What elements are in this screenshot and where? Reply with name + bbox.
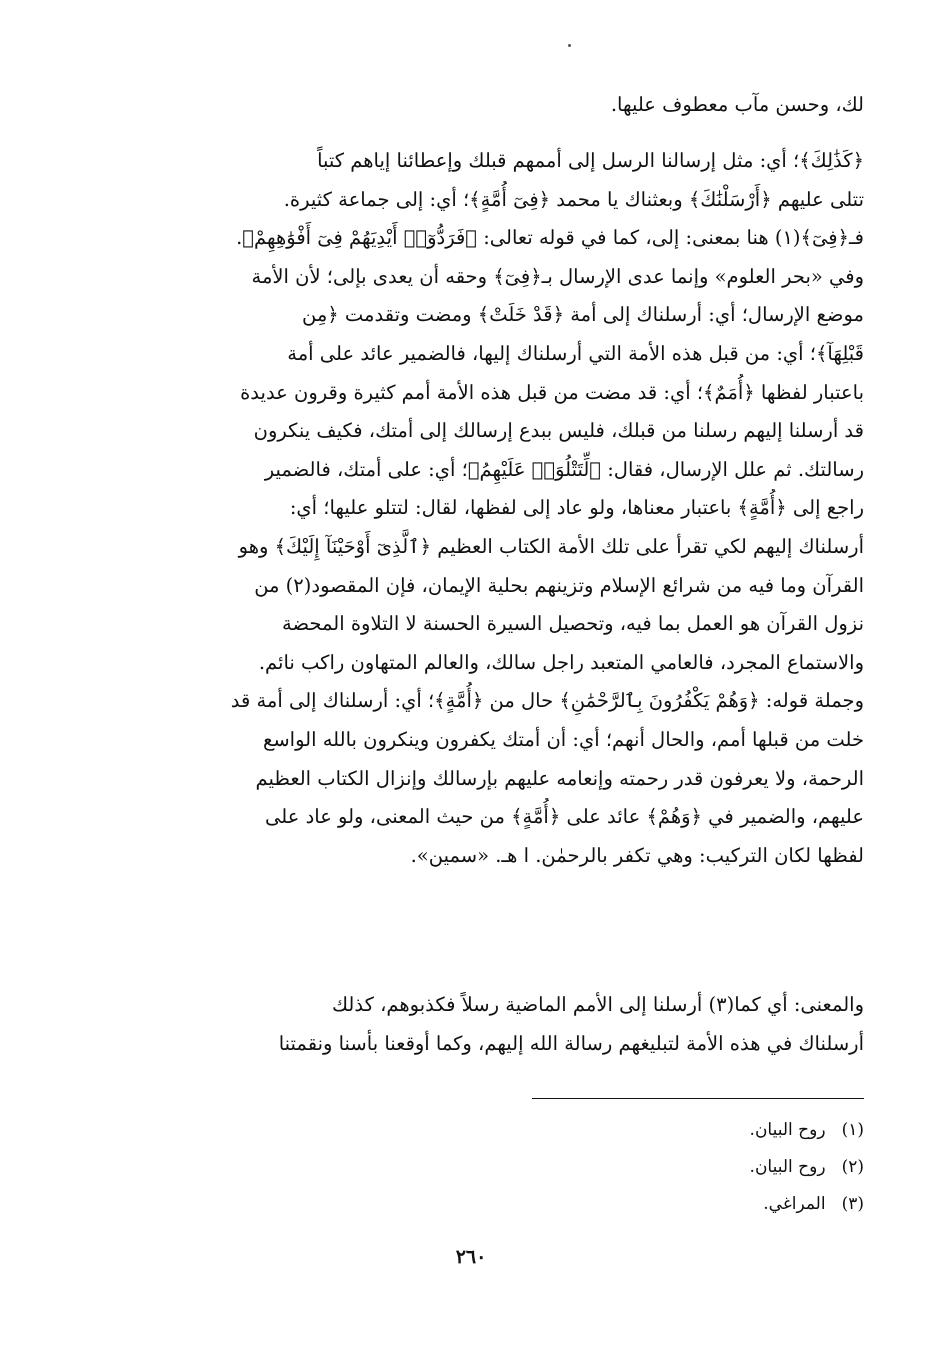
- text-line: أرسلناك إليهم لكي تقرأ على تلك الأمة الكتاب العظيم ﴿ٱلَّذِىٓ أَوْحَيْنَآ إِلَيْكَ﴾ وهو: [238, 534, 864, 558]
- text-line: تتلى عليهم ﴿أَرْسَلْنَٰكَ﴾ وبعثناك يا محمد ﴿فِىٓ أُمَّةٍ﴾؛ أي: إلى جماعة كثيرة.: [283, 187, 864, 211]
- footnote-text: المراغي.: [763, 1194, 826, 1214]
- text-line: نزول القرآن هو العمل بما فيه، وتحصيل السيرة الحسنة لا التلاوة المحضة: [282, 612, 864, 636]
- text-line: خلت من قبلها أمم، والحال أنهم؛ أي: أن أمتك يكفرون وينكرون بالله الواسع: [262, 727, 864, 751]
- text-line: قد أرسلنا إليهم رسلنا من قبلك، فليس ببدع إرسالك إلى أمتك، فكيف ينكرون: [253, 419, 864, 443]
- paragraph-commentary: [80, 142, 864, 875]
- footnote: [500, 1112, 864, 1149]
- text-line: موضع الإرسال؛ أي: أرسلناك إلى أمة ﴿قَدْ خَلَتْ﴾ ومضت وتقدمت ﴿مِن: [302, 303, 864, 327]
- page-number: ٢٦٠: [455, 1246, 487, 1268]
- footnote: [500, 1186, 864, 1223]
- text-line: راجع إلى ﴿أُمَّةٍ﴾ باعتبار معناها، ولو عاد إلى لفظها، لقال: لتتلو عليها؛ أي:: [289, 496, 864, 520]
- text-line: ﴿كَذَٰلِكَ﴾؛ أي: مثل إرسالنا الرسل إلى أممهم قبلك وإعطائنا إياهم كتباً: [317, 149, 864, 172]
- text-line: لك، وحسن مآب معطوف عليها.: [610, 93, 864, 116]
- text-line: القرآن وما فيه من شرائع الإسلام وتزينهم بحلية الإيمان، فإن المقصود(٢) من: [254, 573, 864, 597]
- text-line: لفظها لكان التركيب: وهي تكفر بالرحمٰن. ا هـ. «سمين».: [410, 843, 864, 867]
- text-line: أرسلناك في هذه الأمة لتبليغهم رسالة الله إليهم، وكما أوقعنا بأسنا ونقمتنا: [278, 1031, 864, 1055]
- paragraph-continuation: [80, 86, 864, 125]
- footnote-text: روح البيان.: [749, 1120, 826, 1140]
- text-line: عليهم، والضمير في ﴿وَهُمْ﴾ عائد على ﴿أُمَّةٍ﴾ من حيث المعنى، ولو عاد على: [265, 805, 864, 829]
- footnote-text: روح البيان.: [749, 1157, 826, 1177]
- text-line: فـ﴿فِىٓ﴾(١) هنا بمعنى: إلى، كما في قوله تعالى: ﴿فَرَدُّوٓا۟ أَيْدِيَهُمْ فِىٓ أَفْوَٰهِهِمْ﴾.: [236, 226, 864, 250]
- footnote: [500, 1149, 864, 1186]
- text-line: باعتبار لفظها ﴿أُمَمٌ﴾؛ أي: قد مضت من قبل هذه الأمة أمم كثيرة وقرون عديدة: [240, 380, 864, 404]
- text-line: وجملة قوله: ﴿وَهُمْ يَكْفُرُونَ بِٱلرَّحْمَٰنِ﴾ حال من ﴿أُمَّةٍ﴾؛ أي: أرسلناك إلى أمة قد: [230, 689, 864, 713]
- text-line: والمعنى: أي كما(٣) أرسلنا إلى الأمم الماضية رسلاً فكذبوهم، كذلك: [331, 993, 864, 1016]
- footnote-number: (٢): [841, 1157, 864, 1177]
- footnote-divider: [532, 1098, 864, 1099]
- text-line: الرحمة، ولا يعرفون قدر رحمته وإنعامه عليهم بإرسالك وإنزال الكتاب العظيم: [255, 766, 864, 790]
- scan-speck: [568, 44, 571, 47]
- text-line: والاستماع المجرد، فالعامي المتعبد راجل سالك، والعالم المتهاون راكب نائم.: [258, 650, 864, 674]
- text-line: وفي «بحر العلوم» وإنما عدى الإرسال بـ﴿فِىٓ﴾ وحقه أن يعدى بإلى؛ لأن الأمة: [251, 264, 864, 288]
- footnotes: [500, 1112, 864, 1223]
- text-line: قَبْلِهَآ﴾؛ أي: من قبل هذه الأمة التي أرسلناك إليها، فالضمير عائد على أمة: [287, 341, 864, 365]
- paragraph-meaning: [80, 986, 864, 1063]
- footnote-number: (١): [841, 1120, 864, 1140]
- text-line: رسالتك. ثم علل الإرسال، فقال: ﴿لِّتَتْلُوَا۟ عَلَيْهِمُ﴾؛ أي: على أمتك، فالضمير: [264, 457, 864, 481]
- footnote-number: (٣): [841, 1194, 864, 1214]
